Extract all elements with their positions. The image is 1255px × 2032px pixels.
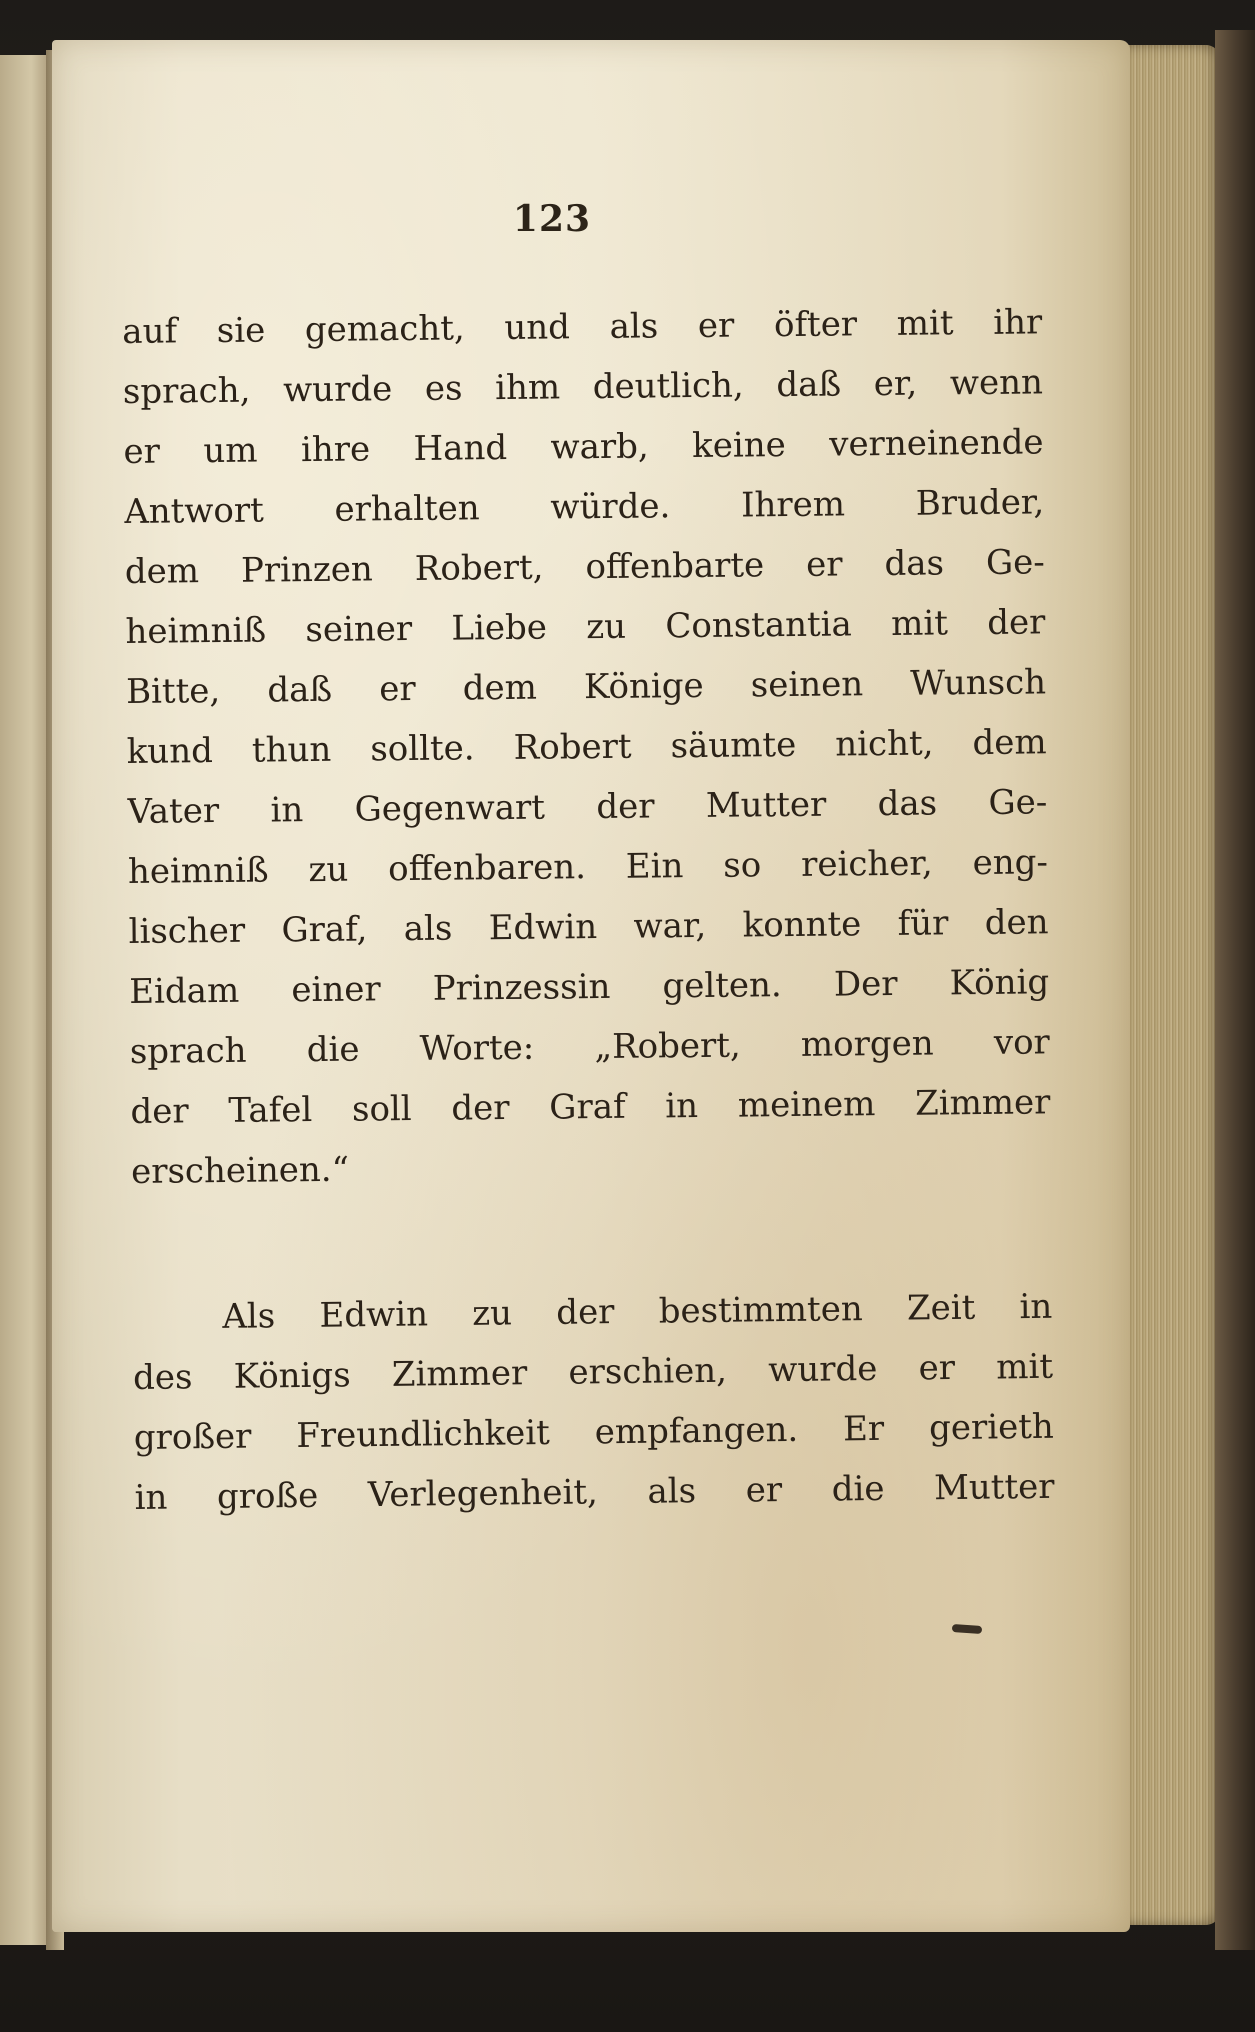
text-line: erscheinen.“ [130,1149,350,1192]
text-line: kund thun sollte. Robert säumte nicht, dem [126,722,1047,772]
text-line: in große Verlegenheit, als er die Mutter [134,1466,1055,1518]
text-line: dem Prinzen Robert, offenbarte er das Ge- [124,542,1045,592]
text-line: Bitte, daß er dem Könige seinen Wunsch [125,662,1047,712]
text-line: sprach die Worte: „Robert, morgen vor [129,1022,1051,1072]
text-line: sprach, wurde es ihm deutlich, daß er, wenn [122,362,1044,412]
book-page [52,40,1130,1932]
paragraph-1 [122,292,1051,1202]
page-number: 123 [512,198,592,240]
text-line: er um ihre Hand warb, keine verneinende [123,422,1044,472]
paragraph-2 [132,1277,1055,1528]
book-cover-edge [1215,30,1255,1950]
text-line: des Königs Zimmer erschien, wurde er mit [132,1346,1054,1398]
text-line: Eidam einer Prinzessin gelten. Der König [129,962,1050,1012]
text-line: der Tafel soll der Graf in meinem Zimmer [130,1082,1051,1132]
text-line: auf sie gemacht, und als er öfter mit ihr [122,302,1043,352]
text-line: Antwort erhalten würde. Ihrem Bruder, [123,482,1045,532]
ink-smudge [952,1624,982,1634]
text-line: Vater in Gegenwart der Mutter das Ge- [127,782,1048,832]
text-line: heimniß seiner Liebe zu Constantia mit der [125,602,1046,652]
text-line: lischer Graf, als Edwin war, konnte für den [128,902,1049,952]
text-line: Als Edwin zu der bestimmten Zeit in [222,1286,1053,1337]
text-line: großer Freundlichkeit empfangen. Er gerieth [133,1406,1055,1458]
text-line: heimniß zu offenbaren. Ein so reicher, eng- [127,842,1049,892]
